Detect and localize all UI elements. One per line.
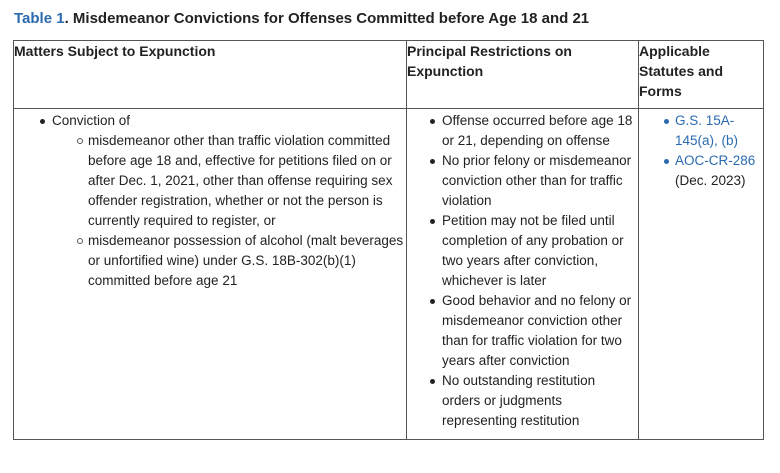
table-label: Table 1 <box>14 10 65 27</box>
header-statutes: Applicable Statutes and Forms <box>639 41 764 109</box>
list-item: Good behavior and no felony or misdemeanor conviction other than for traffic violation for two years after conviction <box>442 291 636 371</box>
table-title: . Misdemeanor Convictions for Offenses Committed before Age 18 and 21 <box>64 10 590 27</box>
list-item <box>675 151 763 191</box>
conviction-label: Conviction of <box>52 113 131 128</box>
matters-sublist <box>52 131 406 291</box>
table-row <box>14 109 764 440</box>
list-item: misdemeanor other than traffic violation committed before age 18 and, effective for petitions filed on or after Dec. 1, 2021, other than offense requiring sex offender registration, whether or not the person is currently required to register, or <box>88 131 406 231</box>
list-item: Petition may not be filed until completion of any probation or two years after conviction, whichever is later <box>442 211 636 291</box>
restrictions-cell <box>407 109 639 440</box>
matters-cell <box>14 109 407 440</box>
table-caption <box>14 10 589 27</box>
header-restrictions: Principal Restrictions on Expunction <box>407 41 639 109</box>
statutes-list <box>639 111 763 191</box>
form-link[interactable]: AOC-CR-286 <box>675 153 756 168</box>
form-note: (Dec. 2023) <box>675 173 746 188</box>
statutes-cell <box>639 109 764 440</box>
expunction-table <box>13 40 764 440</box>
header-row <box>14 41 764 109</box>
header-matters: Matters Subject to Expunction <box>14 41 407 109</box>
list-item: misdemeanor possession of alcohol (malt beverages or unfortified wine) under G.S. 18B-302(b)(1) committed before age 21 <box>88 231 406 291</box>
matters-list <box>14 111 406 291</box>
list-item: Offense occurred before age 18 or 21, depending on offense <box>442 111 636 151</box>
statute-link[interactable]: G.S. 15A-145(a), (b) <box>675 113 739 148</box>
list-item: No outstanding restitution orders or judgments representing restitution <box>442 371 636 431</box>
restrictions-list <box>407 111 638 431</box>
list-item <box>675 111 763 151</box>
list-item <box>52 111 406 291</box>
list-item: No prior felony or misdemeanor conviction other than for traffic violation <box>442 151 636 211</box>
